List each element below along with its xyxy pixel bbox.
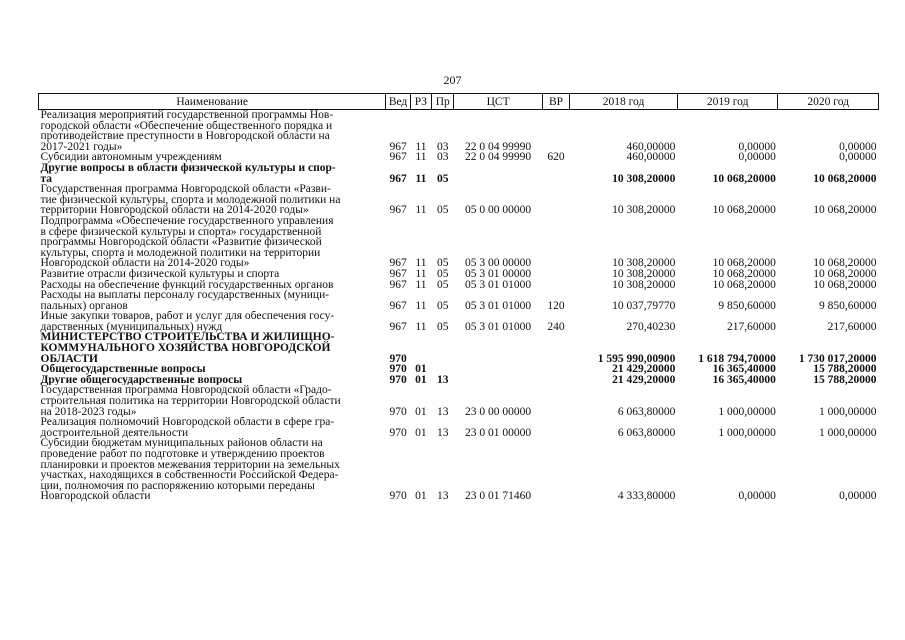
row-vr <box>542 269 569 280</box>
row-value-2018: 4 333,80000 <box>617 490 676 502</box>
row-value-2018: 10 308,20000 <box>612 279 676 291</box>
row-value-2020: 10 068,20000 <box>813 279 877 291</box>
row-rz <box>410 332 431 364</box>
row-pr: 13 <box>437 374 449 386</box>
page-number: 207 <box>443 73 462 87</box>
row-ved: 967 <box>389 268 407 280</box>
header-rz: РЗ <box>410 94 431 110</box>
row-vr: 120 <box>547 299 565 312</box>
row-value-2020: 1 000,00000 <box>819 426 877 439</box>
row-cst: 05 3 01 00000 <box>465 268 532 280</box>
row-value-2018: 6 063,80000 <box>617 426 676 439</box>
row-value-2018: 270,40230 <box>626 320 676 333</box>
row-cst: 05 3 01 01000 <box>465 299 532 312</box>
row-cst <box>454 375 542 386</box>
row-vr: 620 <box>547 152 565 163</box>
row-value-2020: 1 730 017,20000 <box>798 352 877 365</box>
row-rz: 01 <box>415 405 427 418</box>
row-value-2018: 1 595 990,00900 <box>597 352 676 365</box>
row-ved: 967 <box>389 204 407 216</box>
row-cst: 05 3 00 00000 <box>465 257 532 269</box>
row-vr <box>542 110 569 153</box>
row-value-2019: 10 068,20000 <box>712 268 776 280</box>
row-rz: 01 <box>415 426 427 439</box>
row-pr: 05 <box>437 279 449 291</box>
header-vr: ВР <box>542 94 569 110</box>
row-value-2019: 0,00000 <box>738 140 776 153</box>
row-name: Другие общегосударственные вопросы <box>40 374 243 386</box>
row-name: Субсидии бюджетам муниципальных районов области на проведение работ по подготовке и утверждению проектов планировки и проектов межевания территории на земельных участках, находящихся в собственности Российской Федера- ции, полномочия по распоряжению которыми переданы Новгородской области <box>40 438 340 502</box>
row-ved: 967 <box>389 279 407 291</box>
header-pr: Пр <box>432 94 454 110</box>
table-row <box>39 184 879 216</box>
row-name: Подпрограмма «Обеспечение государственного управления в сфере физической культуры и спорта» государственной программы Новгородской области «Развитие физической культуры, спорта и молодежной политики на территории Новгородской области на 2014-2020 годы» <box>40 215 334 269</box>
row-pr <box>432 364 454 375</box>
row-rz: 11 <box>415 299 427 312</box>
row-value-2020: 10 068,20000 <box>813 172 877 185</box>
row-ved: 967 <box>389 320 407 333</box>
row-ved: 970 <box>389 352 407 365</box>
row-pr: 13 <box>437 405 449 418</box>
row-vr <box>542 163 569 184</box>
row-pr: 13 <box>437 490 449 502</box>
row-value-2019: 1 000,00000 <box>718 405 776 418</box>
row-rz: 01 <box>415 374 427 386</box>
table-row <box>39 216 879 269</box>
row-pr: 13 <box>437 426 449 439</box>
row-value-2019: 0,00000 <box>738 152 776 163</box>
row-ved: 967 <box>389 299 407 312</box>
row-rz: 11 <box>415 152 427 163</box>
header-ved: Вед <box>386 94 410 110</box>
row-name: Другие вопросы в области физической культуры и спор- та <box>40 162 336 185</box>
row-pr: 05 <box>437 320 449 333</box>
row-cst: 23 0 01 71460 <box>465 490 532 502</box>
row-value-2019: 1 618 794,70000 <box>698 352 776 365</box>
row-name: Реализация полномочий Новгородской области в сфере гра- достроительной деятельности <box>40 417 335 439</box>
row-value-2020: 0,00000 <box>839 152 877 163</box>
row-vr <box>542 385 569 417</box>
row-name: МИНИСТЕРСТВО СТРОИТЕЛЬСТВА И ЖИЛИЩНО- КОММУНАЛЬНОГО ХОЗЯЙСТВА НОВГОРОДСКОЙ ОБЛАСТИ <box>40 332 335 365</box>
row-vr <box>542 280 569 291</box>
row-vr <box>542 375 569 386</box>
row-pr: 03 <box>437 140 449 153</box>
budget-table <box>38 93 879 502</box>
row-cst: 22 0 04 99990 <box>465 140 532 153</box>
row-value-2019: 16 365,40000 <box>712 364 776 375</box>
row-value-2020: 15 788,20000 <box>813 364 877 375</box>
row-cst: 23 0 00 00000 <box>465 405 532 418</box>
row-ved: 967 <box>389 152 407 163</box>
row-value-2019: 0,00000 <box>738 490 776 502</box>
row-rz: 11 <box>415 320 427 333</box>
row-cst: 22 0 04 99990 <box>465 152 532 163</box>
table-row <box>39 417 879 438</box>
row-name: Расходы на выплаты персоналу государственных (муници- пальных) органов <box>40 290 330 312</box>
row-ved: 967 <box>389 257 407 269</box>
row-ved: 967 <box>389 140 407 153</box>
row-rz: 11 <box>415 257 427 269</box>
row-pr: 05 <box>437 299 449 312</box>
header-2018: 2018 год <box>570 94 678 110</box>
table-row <box>39 375 879 386</box>
table-row <box>39 280 879 291</box>
row-cst: 23 0 01 00000 <box>465 426 532 439</box>
row-pr: 05 <box>437 204 449 216</box>
row-vr <box>542 417 569 438</box>
row-ved: 967 <box>389 172 407 185</box>
row-vr <box>542 364 569 375</box>
row-rz: 11 <box>415 268 427 280</box>
row-value-2018: 21 429,20000 <box>612 364 676 375</box>
row-value-2019: 217,60000 <box>727 320 776 333</box>
row-value-2018: 6 063,80000 <box>617 405 676 418</box>
row-value-2020: 10 068,20000 <box>813 268 877 280</box>
row-value-2020: 10 068,20000 <box>813 257 877 269</box>
row-rz: 11 <box>415 172 427 185</box>
row-value-2020: 0,00000 <box>839 140 877 153</box>
row-value-2020: 1 000,00000 <box>819 405 877 418</box>
row-vr <box>542 216 569 269</box>
table-row <box>39 385 879 417</box>
header-cst: ЦСТ <box>454 94 542 110</box>
table-row <box>39 110 879 153</box>
row-pr: 05 <box>437 172 449 185</box>
row-vr <box>542 184 569 216</box>
row-cst: 05 3 01 01000 <box>465 320 532 333</box>
row-cst <box>454 332 542 364</box>
table-row <box>39 364 879 375</box>
row-value-2020: 10 068,20000 <box>813 204 877 216</box>
row-ved: 970 <box>389 426 407 439</box>
row-pr: 05 <box>437 257 449 269</box>
row-value-2020: 15 788,20000 <box>813 374 877 386</box>
row-value-2019: 10 068,20000 <box>712 279 776 291</box>
row-value-2018: 21 429,20000 <box>612 374 676 386</box>
row-rz: 11 <box>415 204 427 216</box>
table-row <box>39 152 879 163</box>
row-rz: 01 <box>415 364 427 375</box>
row-rz: 01 <box>415 490 427 502</box>
row-vr <box>542 438 569 502</box>
row-value-2018: 460,00000 <box>626 152 676 163</box>
table-row <box>39 269 879 280</box>
table-row <box>39 311 879 332</box>
row-cst <box>454 163 542 184</box>
row-ved: 970 <box>389 374 407 386</box>
row-ved: 970 <box>389 405 407 418</box>
row-value-2020: 0,00000 <box>839 490 877 502</box>
row-cst: 05 3 01 01000 <box>465 279 532 291</box>
row-name: Общегосударственные вопросы <box>40 364 206 375</box>
row-pr: 03 <box>437 152 449 163</box>
table-header-row <box>39 94 879 110</box>
row-value-2019: 10 068,20000 <box>712 204 776 216</box>
row-vr <box>542 332 569 364</box>
row-name: Государственная программа Новгородской области «Градо- строительная политика на территории Новгородской области на 2018-2023 годы» <box>40 385 341 418</box>
row-cst: 05 0 00 00000 <box>465 204 532 216</box>
row-name: Развитие отрасли физической культуры и спорта <box>40 268 280 280</box>
header-2019: 2019 год <box>677 94 778 110</box>
row-name: Государственная программа Новгородской области «Разви- тие физической культуры, спорта и молодежной политики на территории Новгородской области на 2014-2020 годы» <box>40 184 341 216</box>
row-pr: 05 <box>437 268 449 280</box>
row-value-2018: 10 308,20000 <box>612 172 676 185</box>
row-ved: 970 <box>389 364 407 375</box>
row-value-2018: 10 308,20000 <box>612 257 676 269</box>
table-row <box>39 438 879 502</box>
row-value-2019: 10 068,20000 <box>712 257 776 269</box>
table-row <box>39 332 879 364</box>
row-rz: 11 <box>415 279 427 291</box>
row-value-2018: 10 308,20000 <box>612 204 676 216</box>
row-vr: 240 <box>547 320 565 333</box>
row-value-2020: 9 850,60000 <box>819 299 877 312</box>
table-row <box>39 163 879 184</box>
table-row <box>39 290 879 311</box>
row-cst <box>454 364 542 375</box>
row-name: Субсидии автономным учреждениям <box>40 152 222 163</box>
header-name: Наименование <box>39 94 386 110</box>
row-value-2019: 9 850,60000 <box>718 299 776 312</box>
row-rz: 11 <box>415 140 427 153</box>
row-ved: 970 <box>389 490 407 502</box>
row-name: Иные закупки товаров, работ и услуг для обеспечения госу- дарственных (муниципальных) нужд <box>40 311 335 333</box>
row-value-2018: 10 037,79770 <box>612 299 676 312</box>
row-pr <box>432 332 454 364</box>
row-name: Расходы на обеспечение функций государственных органов <box>40 279 334 291</box>
table-body <box>39 110 879 502</box>
row-value-2019: 10 068,20000 <box>712 172 776 185</box>
row-value-2019: 1 000,00000 <box>718 426 776 439</box>
header-2020: 2020 год <box>778 94 879 110</box>
row-value-2019: 16 365,40000 <box>712 374 776 386</box>
row-name: Реализация мероприятий государственной программы Нов- городской области «Обеспечение общественного порядка и противодействие преступности в Новгородской области на 2017-2021 годы» <box>40 109 334 153</box>
row-value-2018: 10 308,20000 <box>612 268 676 280</box>
row-value-2018: 460,00000 <box>626 140 676 153</box>
row-value-2020: 217,60000 <box>827 320 877 333</box>
